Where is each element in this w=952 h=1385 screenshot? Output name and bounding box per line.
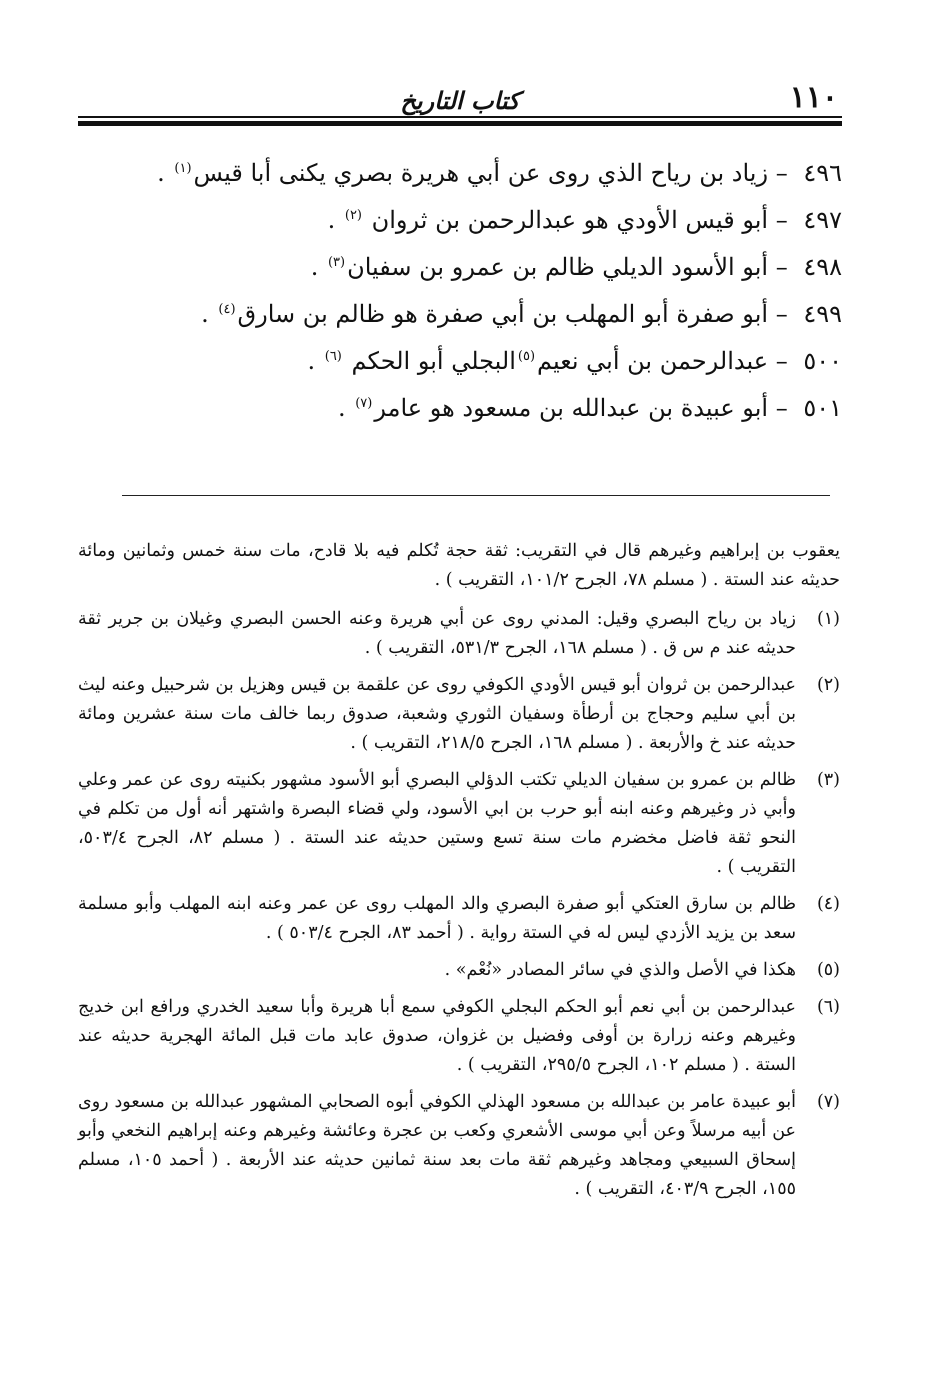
footnote-ref: (١) (174, 161, 192, 176)
entry-number: ٤٩٧ (803, 206, 842, 234)
footnote-ref: (٢) (344, 208, 362, 223)
footnote-text: عبدالرحمن بن أبي نعم أبو الحكم البجلي الكوفي سمع أبا هريرة وأبا سعيد الخدري ورافع ابن خديج وغيرهم وعنه زرارة بن أوفى وفضيل بن غزوان، صدوق عابد مات قبل المائة الهجرية حديثه عند الستة . ( مسلم ١٠٢، الجرح ٢٩٥/٥، التقريب ) . (78, 997, 796, 1075)
footnote-6 (78, 993, 840, 1080)
entry-text: أبو صفرة أبو المهلب بن أبي صفرة هو ظالم بن سارق (237, 300, 769, 328)
entry-number: ٤٩٩ (803, 300, 842, 328)
entry-text: عبدالرحمن بن أبي نعيم (537, 347, 769, 375)
footnote-ref: (٣) (327, 255, 346, 270)
entry-500: ٥٠٠ – عبدالرحمن بن أبي نعيم$^{(٥)}$البجلي أبو الحكم $^{(٦)}$ . (307, 347, 842, 375)
footnote-mark: (٦) (816, 997, 840, 1017)
footnote-ref: (٦) (324, 349, 342, 364)
entry-number: ٤٩٨ (803, 253, 842, 281)
entry-text: أبو الأسود الديلي ظالم بن عمرو بن سفيان (347, 253, 769, 281)
page-number: ١١٠ (789, 80, 838, 115)
footnotes (78, 537, 840, 1212)
footnote-1 (78, 605, 840, 663)
entry-498: ٤٩٨ – أبو الأسود الديلي ظالم بن عمرو بن سفيان$^{(٣)}$ . (310, 253, 842, 281)
entry-number: ٥٠٠ (803, 347, 842, 375)
footnote-5 (78, 956, 840, 985)
entry-499: ٤٩٩ – أبو صفرة أبو المهلب بن أبي صفرة هو ظالم بن سارق$^{(٤)}$ . (201, 300, 842, 328)
footnote-text: أبو عبيدة عامر بن عبدالله بن مسعود الهذلي الكوفي أبوه الصحابي المشهور عبدالله بن مسعود روى عن أبيه مرسلاً وعن أبي موسى الأشعري وكعب بن عجرة وعائشة وغيرهم وعنه إبراهيم النخعي وأبو إسحاق السبيعي ومجاهد وغيرهم ثقة مات بعد سنة ثمانين حديثه عند الأربعة . ( أحمد ١٠٥، مسلم ١٥٥، الجرح ٤٠٣/٩، التقريب ) . (78, 1092, 797, 1199)
footnote-text: ظالم بن عمرو بن سفيان الديلي تكتب الدؤلي البصري أبو الأسود مشهور بكنيته روى عن عمر وعلي وأبي ذر وغيرهم وعنه ابنه أبو حرب بن ابي الأسود، ولي قضاء البصرة واشتهر أنه أول من تكلم في النحو ثقة فاضل مخضرم مات سنة تسع وستين حديثه عند الستة . ( مسلم ٨٢، الجرح ٥٠٣/٤، التقريب ) . (78, 770, 796, 877)
footnote-text: عبدالرحمن بن ثروان أبو قيس الأودي الكوفي روى عن علقمة بن قيس وهزيل بن شرحبيل وعنه ليث بن أبي سليم وحجاج بن أرطأة وسفيان الثوري وشعبة، صدوق ربما خالف مات سنة عشرين ومائة حديثه عند خ والأربعة . ( مسلم ١٦٨، الجرح ٢١٨/٥، التقريب ) . (78, 675, 796, 753)
footnote-separator (122, 495, 830, 496)
footnote-continuation: يعقوب بن إبراهيم وغيرهم قال في التقريب: ثقة حجة تُكلم فيه بلا قادح، مات سنة خمس وثمانين ومائة حديثه عند الستة . ( مسلم ٧٨، الجرح ١٠١/٢، التقريب ) . (78, 541, 840, 590)
footnote-text: هكذا في الأصل والذي في سائر المصادر «نُعْم» . (444, 960, 796, 980)
footnote-text: ظالم بن سارق العتكي أبو صفرة البصري والد المهلب روى عن عمر وعنه ابنه المهلب وأبو مسلمة سعد بن يزيد الأزدي ليس له في الستة رواية . ( أحمد ٨٣، الجرح ٥٠٣/٤ ) . (78, 894, 796, 943)
page-header (78, 80, 842, 130)
running-title: كتاب التاريخ (400, 86, 520, 115)
footnote-ref: (٥) (517, 349, 536, 364)
entry-text: أبو قيس الأودي هو عبدالرحمن بن ثروان (371, 206, 769, 234)
entry-501: ٥٠١ – أبو عبيدة بن عبدالله بن مسعود هو عامر$^{(٧)}$ . (337, 394, 842, 422)
header-rule-thin (78, 116, 842, 118)
footnote-7 (78, 1088, 840, 1204)
footnote-ref: (٧) (355, 396, 373, 411)
entry-496: ٤٩٦ – زياد بن رياح الذي روى عن أبي هريرة بصري يكنى أبا قيس$^{(١)}$ . (157, 159, 842, 187)
footnote-mark: (١) (816, 609, 840, 629)
entry-text: البجلي أبو الحكم (351, 347, 516, 375)
entry-text: أبو عبيدة بن عبدالله بن مسعود هو عامر (374, 394, 769, 422)
footnote-mark: (٥) (816, 960, 840, 980)
footnote-mark: (٧) (816, 1092, 840, 1112)
entry-number: ٥٠١ (803, 394, 842, 422)
footnote-text: زياد بن رياح البصري وقيل: المدني روى عن أبي هريرة وعنه الحسن البصري وغيلان بن جرير ثقة حديثه عند م س ق . ( مسلم ١٦٨، الجرح ٥٣١/٣، التقريب ) . (78, 609, 796, 658)
footnote-ref: (٤) (218, 302, 236, 317)
footnote-2 (78, 671, 840, 758)
footnote-mark: (٢) (816, 675, 840, 695)
header-rule-thick (78, 121, 842, 126)
entry-497: ٤٩٧ – أبو قيس الأودي هو عبدالرحمن بن ثروان $^{(٢)}$ . (327, 206, 842, 234)
entry-text: زياد بن رياح الذي روى عن أبي هريرة بصري يكنى أبا قيس (193, 159, 769, 187)
entry-list (142, 150, 842, 432)
footnote-4 (78, 890, 840, 948)
footnote-3 (78, 766, 840, 882)
footnote-mark: (٤) (816, 894, 840, 914)
entry-number: ٤٩٦ (803, 159, 842, 187)
footnote-mark: (٣) (816, 770, 840, 790)
